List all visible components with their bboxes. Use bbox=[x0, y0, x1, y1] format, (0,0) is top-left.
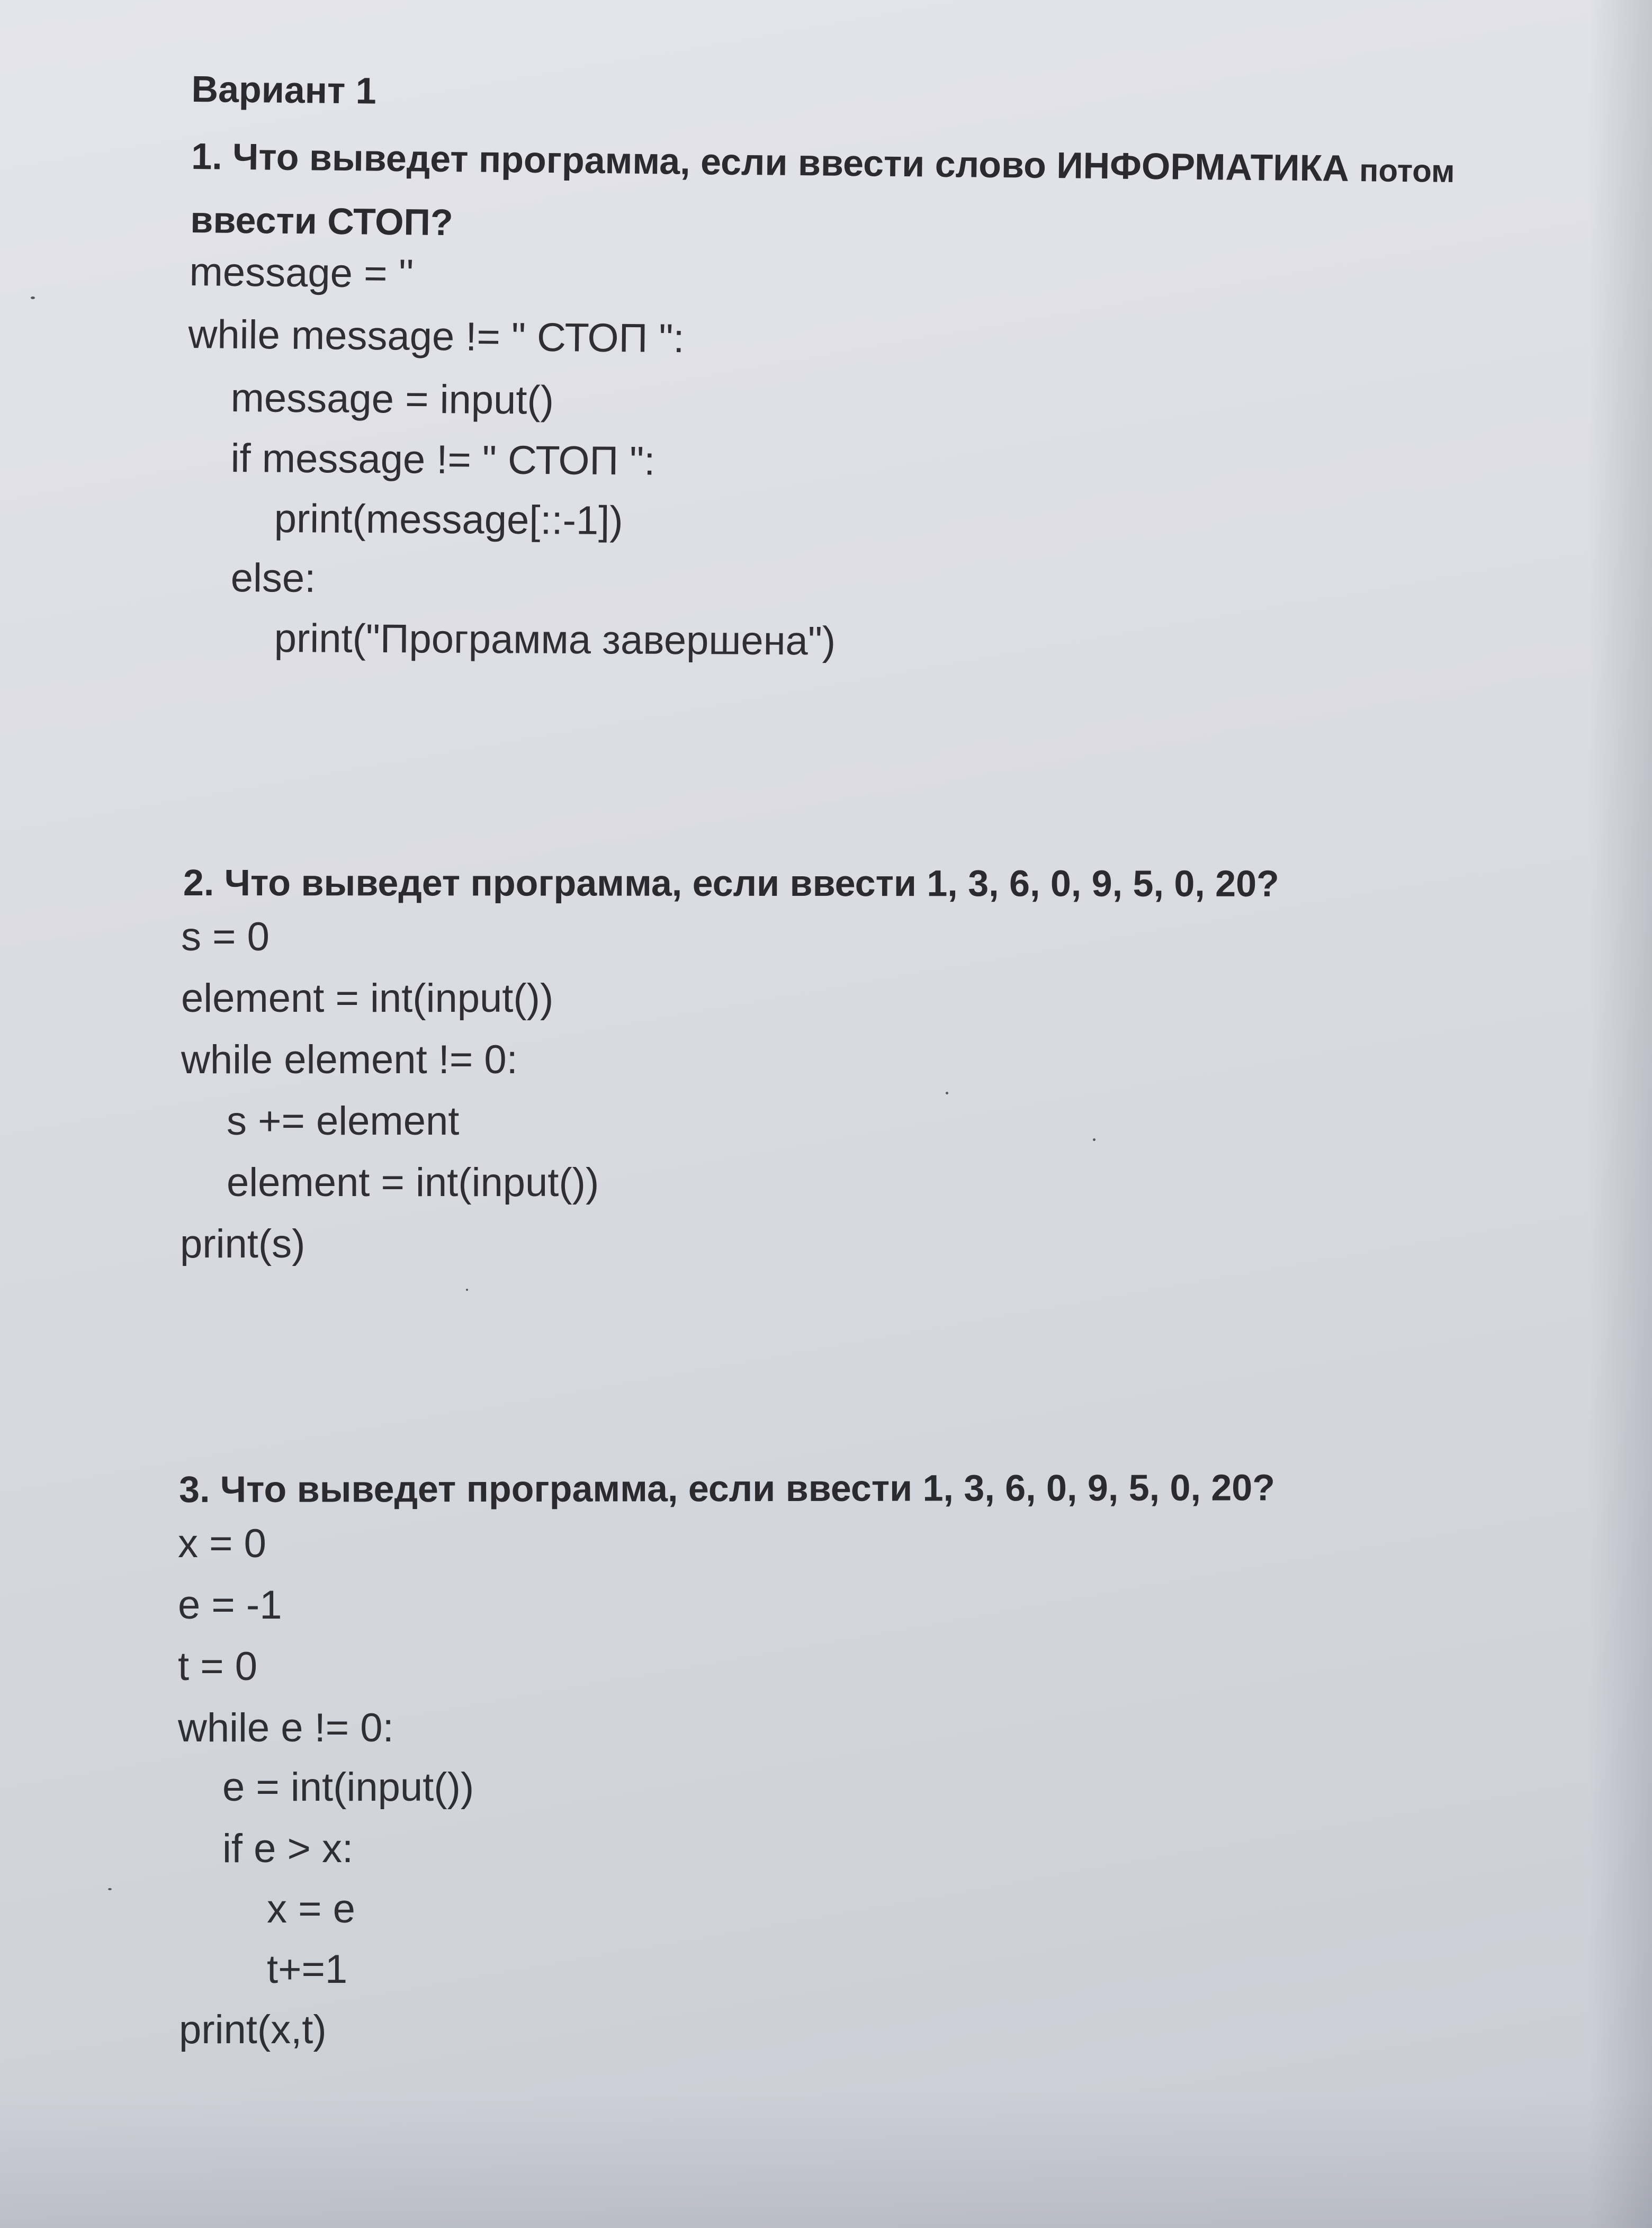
page-bottom-shadow bbox=[0, 2090, 1652, 2228]
task3-code-line: e = -1 bbox=[178, 1583, 282, 1628]
task3-code-line: t+=1 bbox=[267, 1947, 348, 1992]
task1-question-text: 1. Что выведет программа, если ввести слово ИНФОРМАТИКА bbox=[191, 135, 1350, 189]
task1-code-line: if message != " СТОП ": bbox=[230, 436, 656, 484]
task1-question-line1 bbox=[191, 127, 1455, 201]
paper-speck bbox=[108, 1888, 112, 1890]
task1-code-line: while message != " СТОП ": bbox=[188, 311, 685, 362]
task2-code-line: s += element bbox=[227, 1099, 460, 1144]
task3-code-line: e = int(input()) bbox=[222, 1765, 474, 1810]
task3-question: 3. Что выведет программа, если ввести 1, 3, 6, 0, 9, 5, 0, 20? bbox=[179, 1467, 1276, 1510]
task3-code-line: t = 0 bbox=[178, 1644, 257, 1689]
task1-question-line2: ввести СТОП? bbox=[190, 199, 453, 244]
task1-code-line: else: bbox=[230, 555, 316, 601]
task3-code-line: print(x,t) bbox=[179, 2007, 327, 2052]
task1-code-line: message = '' bbox=[189, 249, 414, 297]
task1-question-tail: потом bbox=[1359, 152, 1455, 189]
task2-code-line: element = int(input()) bbox=[227, 1160, 599, 1205]
task2-code-line: s = 0 bbox=[181, 914, 270, 959]
task1-code-line: message = input() bbox=[230, 375, 554, 423]
task1-code-line: print(message[::-1]) bbox=[274, 496, 623, 544]
task1-code-line: print("Программа завершена") bbox=[274, 616, 836, 664]
task2-code-line: element = int(input()) bbox=[181, 976, 554, 1021]
task2-question: 2. Что выведет программа, если ввести 1, 3, 6, 0, 9, 5, 0, 20? bbox=[183, 862, 1279, 904]
task3-code-line: if e > x: bbox=[222, 1826, 354, 1871]
variant-title: Вариант 1 bbox=[191, 68, 377, 112]
paper-speck bbox=[946, 1092, 948, 1094]
paper-speck bbox=[466, 1289, 468, 1291]
paper-speck bbox=[31, 297, 35, 299]
task2-code-line: print(s) bbox=[180, 1221, 306, 1266]
page-edge-shadow bbox=[1588, 0, 1652, 2228]
task3-code-line: x = e bbox=[267, 1886, 355, 1931]
paper-speck bbox=[1093, 1138, 1096, 1141]
task3-code-line: x = 0 bbox=[178, 1521, 266, 1566]
task3-code-line: while e != 0: bbox=[178, 1705, 394, 1750]
task2-code-line: while element != 0: bbox=[181, 1037, 518, 1082]
